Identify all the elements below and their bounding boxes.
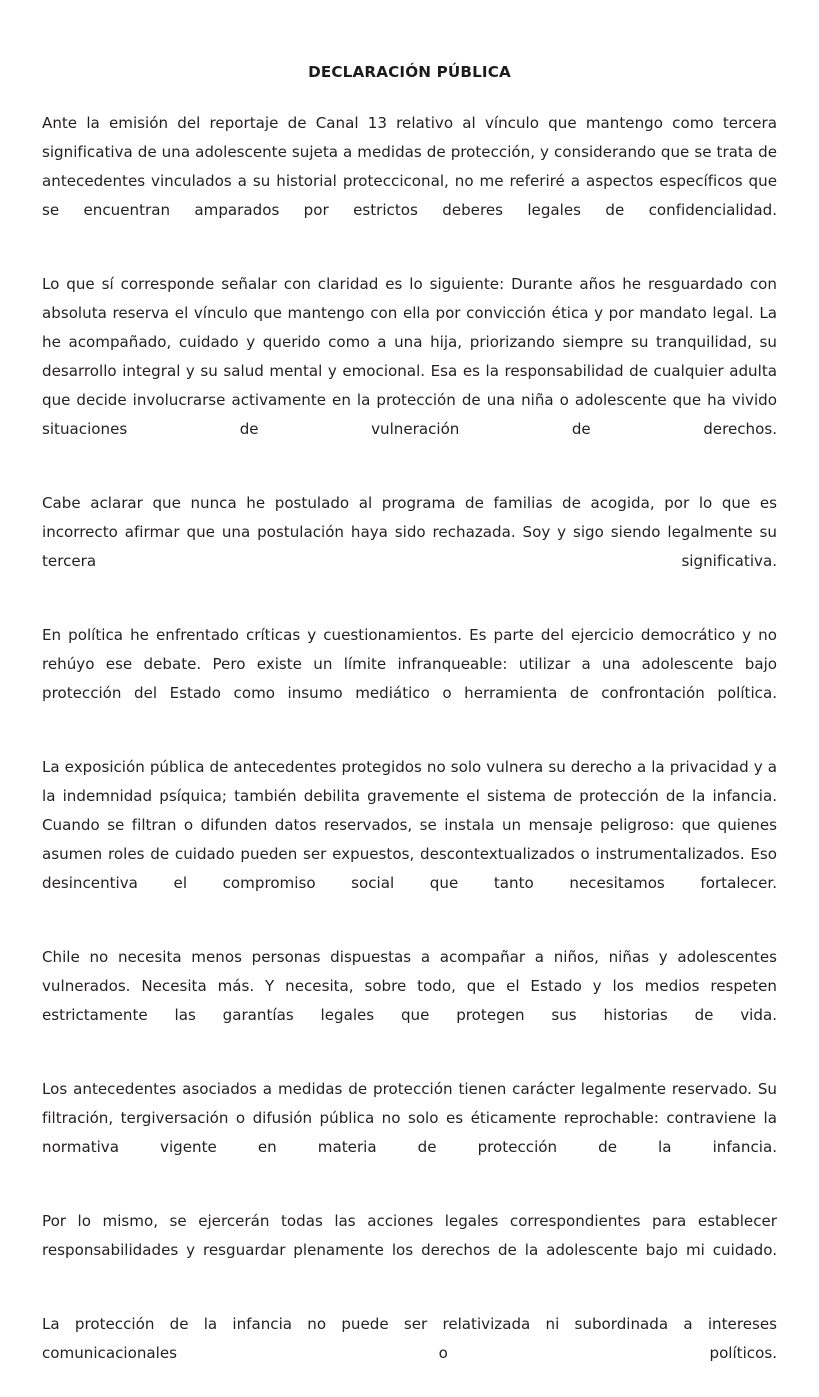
paragraph-5: La exposición pública de antecedentes protegidos no solo vulnera su derecho a la privacidad y a la indemnidad psíquica; también debilita gravemente el sistema de protección de la infancia. Cuando se filtran o difunden datos reservados, se instala un mensaje peligroso: que quienes asumen roles de cuidado pueden ser expuestos, descontextualizados o instrumentalizados. Eso desincentiva el compromiso social que tanto necesitamos fortalecer.: [42, 757, 777, 892]
paragraph-7: Los antecedentes asociados a medidas de protección tienen carácter legalmente reservado. Su filtración, tergiversación o difusión pública no solo es éticamente reprochable: contraviene la normativa vigente en materia de protección de la infancia.: [42, 1079, 777, 1156]
paragraph-6: Chile no necesita menos personas dispuestas a acompañar a niños, niñas y adolescentes vulnerados. Necesita más. Y necesita, sobre todo, que el Estado y los medios respeten estrictamente las garantías legales que protegen sus historias de vida.: [42, 947, 777, 1024]
paragraph-4: En política he enfrentado críticas y cuestionamientos. Es parte del ejercicio democrático y no rehúyo ese debate. Pero existe un límite infranqueable: utilizar a una adolescente bajo protección del Estado como insumo mediático o herramienta de confrontación política.: [42, 625, 777, 702]
paragraph-2: Lo que sí corresponde señalar con claridad es lo siguiente: Durante años he resguardado con absoluta reserva el vínculo que mantengo con ella por convicción ética y por mandato legal. La he acompañado, cuidado y querido como a una hija, priorizando siempre su tranquilidad, su desarrollo integral y su salud mental y emocional. Esa es la responsabilidad de cualquier adulta que decide involucrarse activamente en la protección de una niña o adolescente que ha vivido situaciones de vulneración de derechos.: [42, 274, 777, 438]
paragraph-1: Ante la emisión del reportaje de Canal 13 relativo al vínculo que mantengo como tercera significativa de una adolescente sujeta a medidas de protección, y considerando que se trata de antecedentes vinculados a su historial protecciconal, no me referiré a aspectos específicos que se encuentran amparados por estrictos deberes legales de confidencialidad.: [42, 113, 777, 219]
document-body: [42, 62, 777, 1397]
paragraph-9: La protección de la infancia no puede ser relativizada ni subordinada a intereses comunicacionales o políticos.: [42, 1314, 777, 1362]
page-title: DECLARACIÓN PÚBLICA: [308, 63, 511, 81]
paragraph-3: Cabe aclarar que nunca he postulado al programa de familias de acogida, por lo que es incorrecto afirmar que una postulación haya sido rechazada. Soy y sigo siendo legalmente su tercera significativa.: [42, 493, 777, 570]
paragraph-8: Por lo mismo, se ejercerán todas las acciones legales correspondientes para establecer responsabilidades y resguardar plenamente los derechos de la adolescente bajo mi cuidado.: [42, 1211, 777, 1259]
document-paragraphs: [42, 109, 777, 1397]
